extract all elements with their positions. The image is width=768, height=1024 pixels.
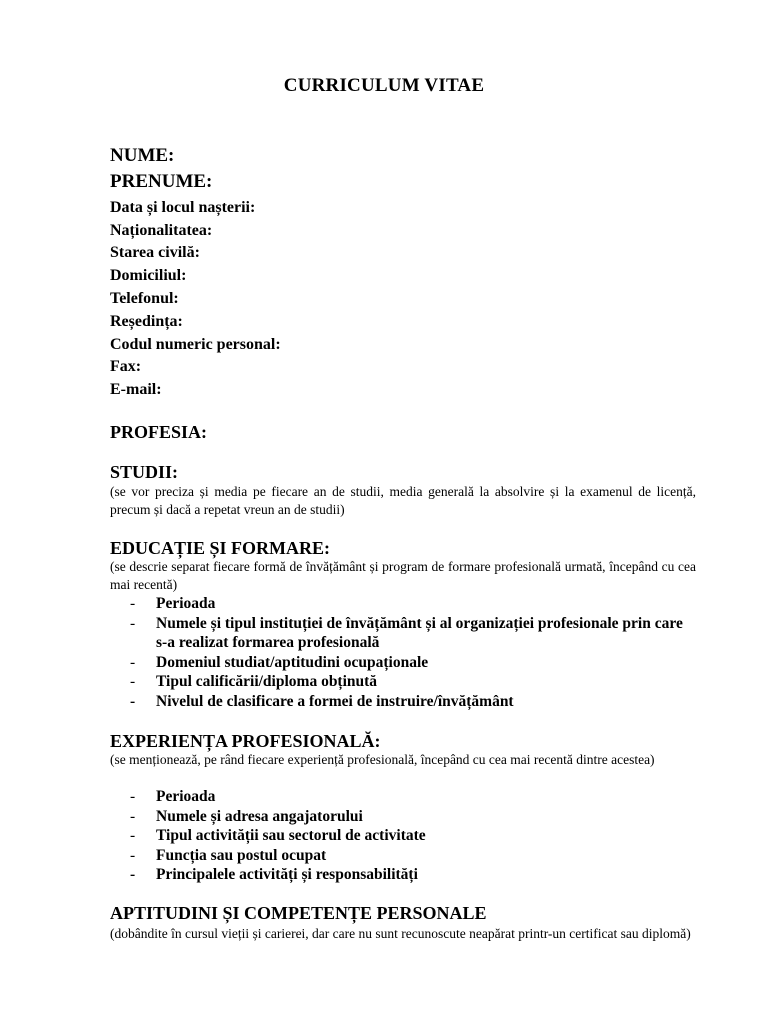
list-dash: -	[130, 653, 136, 671]
field-phone: Telefonul:	[110, 290, 179, 307]
field-civil-status: Starea civilă:	[110, 244, 200, 261]
list-item: - Funcția sau postul ocupat	[130, 846, 327, 864]
education-list	[130, 594, 696, 711]
list-item: - Perioada	[130, 788, 216, 805]
experience-note: (se menționează, pe rând fiecare experiență profesională, începând cu cea mai recentă dintre acestea)	[110, 752, 655, 767]
profession-heading: PROFESIA:	[110, 422, 208, 442]
list-item: - Tipul activității sau sectorul de activitate	[130, 827, 426, 844]
list-item: - Numele și adresa angajatorului	[130, 807, 363, 825]
experience-heading: EXPERIENȚA PROFESIONALĂ:	[110, 731, 381, 751]
list-item: - Numele și tipul instituției de învățământ și al organizației profesionale prin care s-a realizat formarea profesională	[130, 614, 683, 651]
skills-heading: APTITUDINI ȘI COMPETENȚE PERSONALE	[110, 903, 487, 923]
field-domicile: Domiciliul:	[110, 267, 187, 284]
skills-note: (dobândite în cursul vieții și carierei, dar care nu sunt recunoscute neapărat printr-un certificat sau diplomă)	[110, 926, 691, 941]
field-cnp: Codul numeric personal:	[110, 336, 281, 353]
list-item: - Tipul calificării/diploma obținută	[130, 673, 378, 690]
list-dash: -	[130, 595, 136, 612]
field-residence: Reședința:	[110, 313, 183, 330]
list-dash: -	[130, 692, 136, 710]
list-item: - Perioada	[130, 595, 216, 612]
field-nationality: Naționalitatea:	[110, 222, 213, 239]
list-dash: -	[130, 788, 136, 805]
surname-label: PRENUME:	[110, 171, 213, 192]
list-item: - Domeniul studiat/aptitudini ocupaționale	[130, 653, 429, 671]
field-birth: Data și locul nașterii:	[110, 199, 256, 216]
field-fax: Fax:	[110, 358, 142, 375]
list-dash: -	[130, 614, 136, 632]
experience-list	[130, 787, 696, 885]
studies-note: (se vor preciza și media pe fiecare an de studii, media generală la absolvire și la examenul de licență, precum și dacă a repetat vreun an de studii)	[110, 484, 696, 517]
list-item: - Principalele activități și responsabilități	[130, 866, 418, 883]
education-note: (se descrie separat fiecare formă de învățământ și program de formare profesională urmată, începând cu cea mai recentă)	[110, 559, 696, 592]
list-item: - Nivelul de clasificare a formei de instruire/învățământ	[130, 692, 514, 710]
list-dash: -	[130, 827, 136, 844]
list-dash: -	[130, 846, 136, 864]
education-heading: EDUCAȚIE ȘI FORMARE:	[110, 538, 331, 558]
list-dash: -	[130, 673, 136, 690]
list-dash: -	[130, 807, 136, 825]
list-dash: -	[130, 866, 136, 883]
name-label: NUME:	[110, 145, 175, 166]
document-title: CURRICULUM VITAE	[283, 75, 485, 96]
field-email: E-mail:	[110, 381, 162, 398]
studies-heading: STUDII:	[110, 462, 179, 482]
